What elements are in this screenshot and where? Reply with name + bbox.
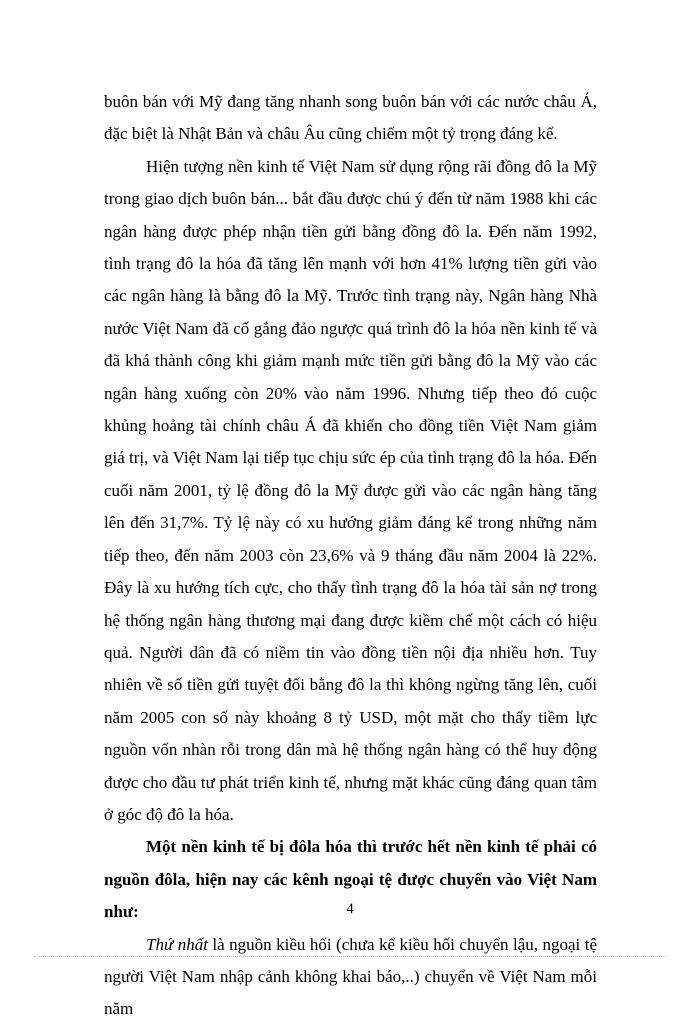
body-text: [104, 86, 597, 1026]
page-bottom-divider: [34, 956, 666, 957]
page-number: 4: [346, 901, 354, 917]
paragraph-continuation: buôn bán với Mỹ đang tăng nhanh song buôn bán với các nước châu Á, đặc biệt là Nhật Bản và châu Âu cũng chiếm một tỷ trọng đáng kể.: [104, 92, 597, 144]
paragraph-bold-heading: Một nền kinh tế bị đôla hóa thì trước hết nền kinh tế phải có nguồn đôla, hiện nay các kênh ngoại tệ được chuyển vào Việt Nam như:: [104, 837, 597, 922]
paragraph-dollarization-history: Hiện tượng nền kinh tế Việt Nam sử dụng rộng rãi đồng đô la Mỹ trong giao dịch buôn bán... bắt đầu được chú ý đến từ năm 1988 khi các ngân hàng được phép nhận tiền gửi bằng đồng đô la. Đến năm 1992, tình trạng đô la hóa đã tăng lên mạnh với hơn 41% lượng tiền gửi vào các ngân hàng là bằng đô la Mỹ. Trước tình trạng này, Ngân hàng Nhà nước Việt Nam đã cố gắng đảo ngược quá trình đô la hóa nền kinh tế và đã khá thành công khi giảm mạnh mức tiền gửi bằng đô la Mỹ vào các ngân hàng xuống còn 20% vào năm 1996. Nhưng tiếp theo đó cuộc khủng hoảng tài chính châu Á đã khiến cho đồng tiền Việt Nam giảm giá trị, và Việt Nam lại tiếp tục chịu sức ép của tình trạng đô la hóa. Đến cuối năm 2001, tỷ lệ đồng đô la Mỹ được gửi vào các ngân hàng tăng lên đến 31,7%. Tỷ lệ này có xu hướng giảm đáng kể trong những năm tiếp theo, đến năm 2003 còn 23,6% và 9 tháng đầu năm 2004 là 22%. Đây là xu hướng tích cực, cho thấy tình trạng đô la hóa tài sản nợ trong hệ thống ngân hàng thương mại đang được kiềm chế một cách có hiệu quả. Người dân đã có niềm tin vào đồng tiền nội địa nhiều hơn. Tuy nhiên về số tiền gửi tuyệt đối bằng đô la thì không ngừng tăng lên, cuối năm 2005 con số này khoảng 8 tỷ USD, một mặt cho thấy tiềm lực nguồn vốn nhàn rỗi trong dân mà hệ thống ngân hàng có thể huy động được cho đầu tư phát triển kinh tế, nhưng mặt khác cũng đáng quan tâm ở góc độ đô la hóa.: [104, 156, 597, 824]
paragraph-first-source: [104, 929, 597, 1026]
lead-italic-term: Thứ nhất: [146, 934, 208, 954]
paragraph-first-source-text: là nguồn kiều hối (chưa kể kiều hối chuyển lậu, ngoại tệ người Việt Nam nhập cảnh không khai báo,..) chuyển về Việt Nam mỗi năm: [104, 934, 597, 1019]
